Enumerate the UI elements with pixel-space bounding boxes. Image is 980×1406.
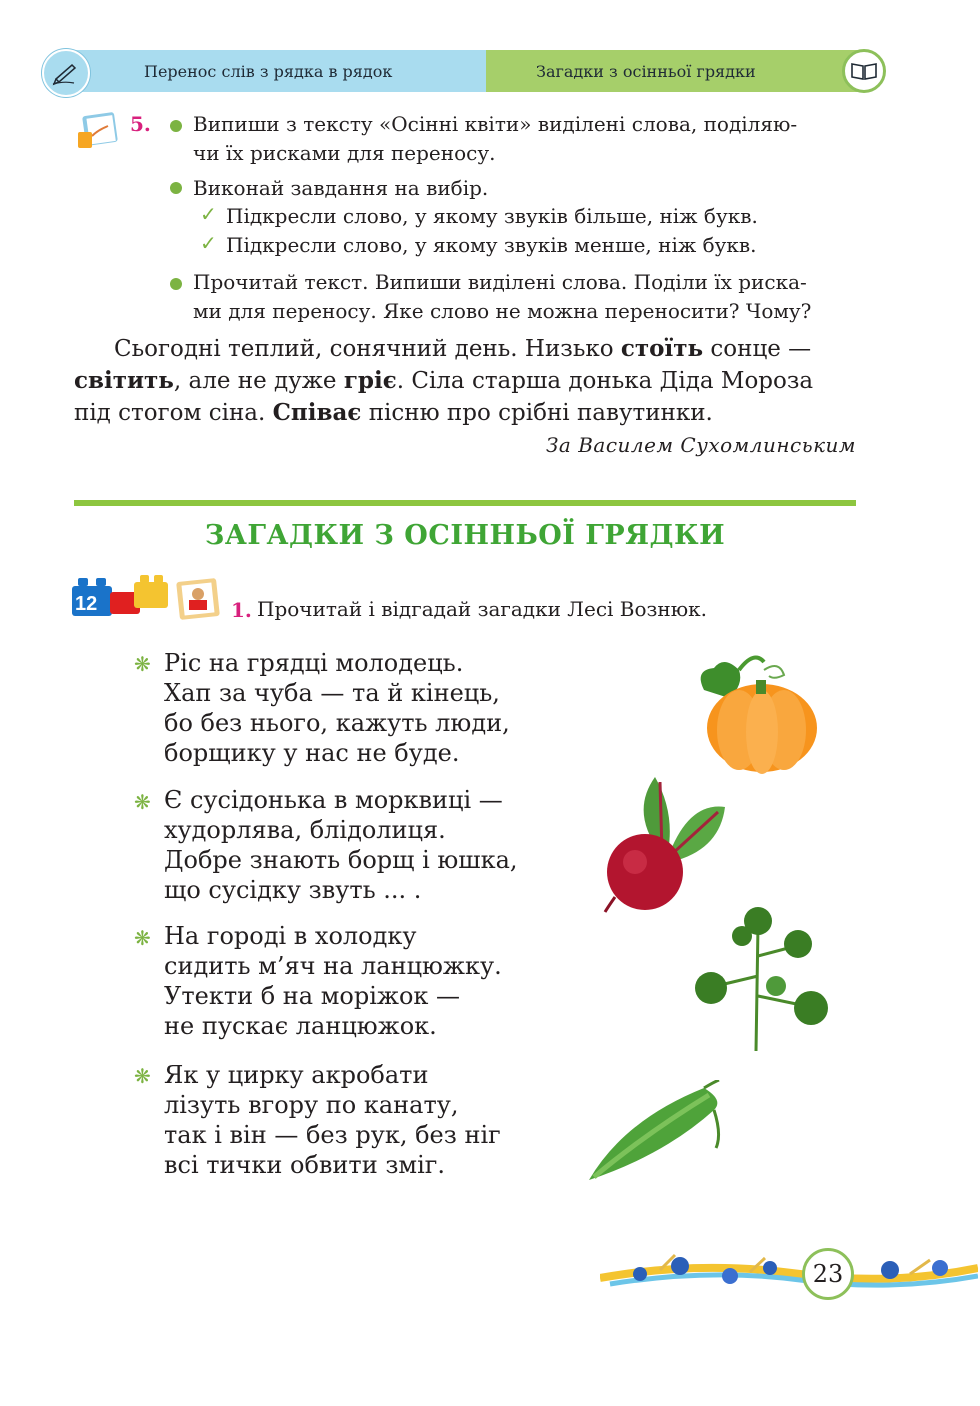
riddle-line: лізуть вгору по канату, (164, 1091, 459, 1119)
checkmark-icon: ✓ (200, 202, 217, 226)
task-number: 5. (130, 112, 151, 136)
passage-author: За Василем Сухомлинським (545, 433, 856, 457)
riddle-line: сидить м’яч на ланцюжку. (164, 952, 502, 980)
task-line: Прочитай текст. Випиши виділені слова. Поділи їх риска- (193, 270, 807, 294)
beet-image (600, 772, 740, 921)
bullet-dot (170, 182, 182, 194)
task-line: Випиши з тексту «Осінні квіти» виділені слова, поділяю- (193, 112, 798, 136)
riddle-line: Є сусідонька в морквиці — (164, 786, 503, 814)
pea-pod-image (584, 1080, 734, 1194)
task-instruction: Прочитай і відгадай загадки Лесі Вознюк. (257, 597, 708, 621)
snowflake-bullet-icon: ❋ (134, 790, 151, 814)
riddle-line: борщику у нас не буде. (164, 739, 460, 767)
task-line: Виконай завдання на вибір. (193, 176, 489, 200)
header-right-title[interactable]: Загадки з осінньої грядки (536, 62, 756, 81)
badge-number: 12 (75, 593, 98, 615)
parsley-image (686, 906, 836, 1060)
riddle-line: Утекти б на моріжок — (164, 982, 461, 1010)
section-divider (74, 500, 856, 506)
snowflake-bullet-icon: ❋ (134, 652, 151, 676)
bullet-dot (170, 120, 182, 132)
task-option: Підкресли слово, у якому звуків більше, ніж букв. (226, 204, 758, 228)
lego-bricks-icon (72, 572, 172, 622)
riddle-line: На городі в холодку (164, 922, 417, 950)
task-line: чи їх рисками для переносу. (193, 141, 496, 165)
riddle-line: так і він — без рук, без ніг (164, 1121, 501, 1149)
pumpkin-image (684, 650, 824, 784)
page-header (42, 50, 886, 92)
riddle-line: Добре знають борщ і юшка, (164, 846, 518, 874)
writing-task-icon (78, 110, 124, 154)
passage-line: під стогом сіна. Співає пісню про срібні павутинки. (74, 399, 713, 426)
header-left-title[interactable]: Перенос слів з рядка в рядок (144, 62, 393, 81)
reading-child-icon (176, 578, 222, 626)
riddle-line: Ріс на грядці молодець. (164, 649, 464, 677)
riddle-line: худорлява, блідолиця. (164, 816, 446, 844)
pen-icon (42, 49, 90, 97)
riddle-line: всі тички обвити зміг. (164, 1151, 445, 1179)
passage-line: Сьогодні теплий, сонячний день. Низько стоїть сонце — (114, 335, 812, 362)
floral-ornament-image (600, 1240, 978, 1314)
section-title: ЗАГАДКИ З ОСІННЬОЇ ГРЯДКИ (204, 520, 726, 551)
snowflake-bullet-icon: ❋ (134, 926, 151, 950)
riddle-line: Як у цирку акробати (164, 1061, 429, 1089)
riddle-line: не пускає ланцюжок. (164, 1012, 437, 1040)
snowflake-bullet-icon: ❋ (134, 1064, 151, 1088)
page-number: 23 (802, 1248, 854, 1300)
task-line: ми для переносу. Яке слово не можна переносити? Чому? (193, 299, 812, 323)
checkmark-icon: ✓ (200, 231, 217, 255)
passage-line: світить, але не дуже гріє. Сіла старша донька Діда Мороза (74, 367, 814, 394)
task-option: Підкресли слово, у якому звуків менше, ніж букв. (226, 233, 757, 257)
riddle-line: Хап за чуба — та й кінець, (164, 679, 500, 707)
task-number: 1. (231, 598, 252, 622)
riddle-line: що сусідку звуть ... . (164, 876, 422, 904)
book-icon (842, 49, 886, 93)
bullet-dot (170, 278, 182, 290)
riddle-line: бо без нього, кажуть люди, (164, 709, 510, 737)
